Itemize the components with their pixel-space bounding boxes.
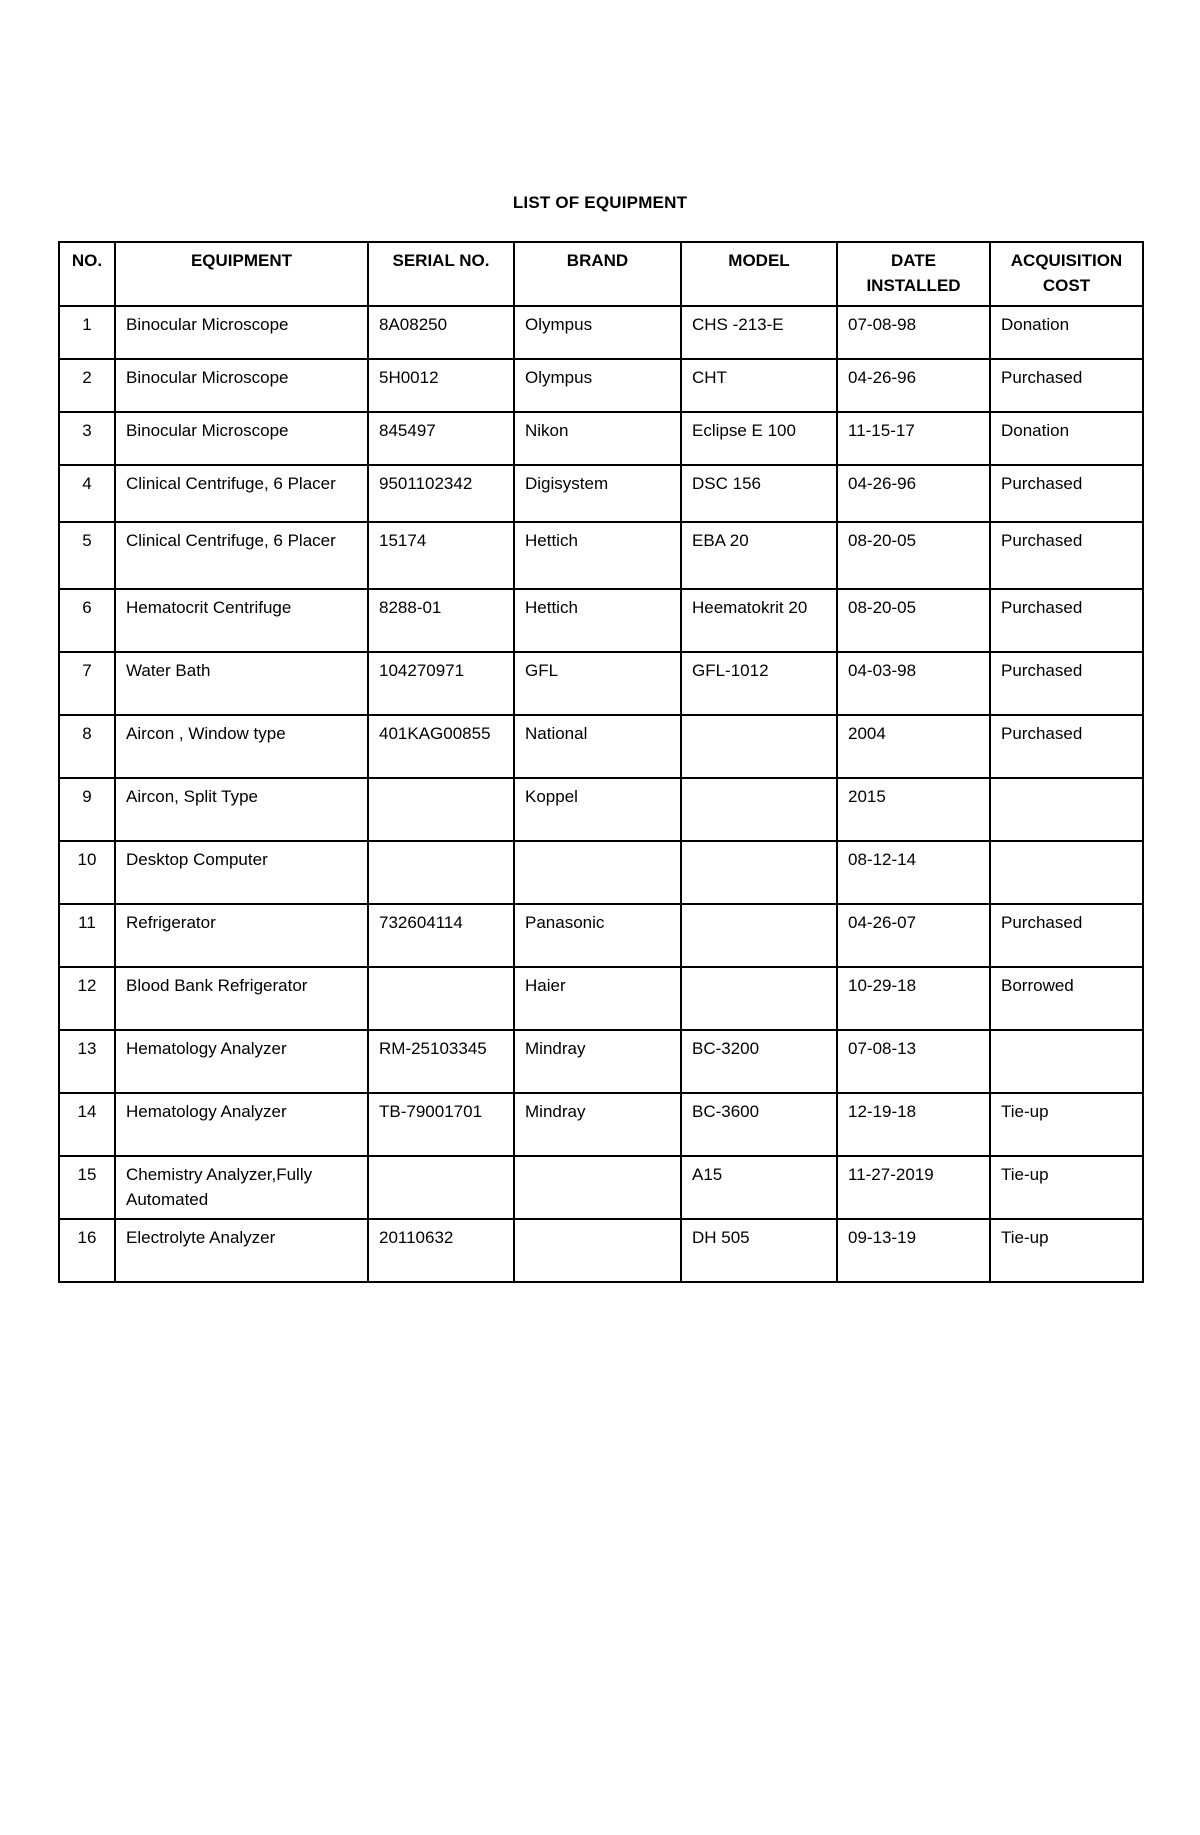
cell-serial-no: 732604114 — [368, 904, 514, 967]
cell-no: 5 — [59, 522, 115, 589]
cell-model: CHT — [681, 359, 837, 412]
cell-serial-no: TB-79001701 — [368, 1093, 514, 1156]
cell-date-installed: 04-26-96 — [837, 359, 990, 412]
cell-date-installed: 04-26-96 — [837, 465, 990, 522]
cell-acquisition-cost: Purchased — [990, 359, 1143, 412]
header-no: NO. — [59, 242, 115, 306]
cell-acquisition-cost: Tie-up — [990, 1093, 1143, 1156]
cell-brand — [514, 1156, 681, 1219]
cell-equipment: Binocular Microscope — [115, 359, 368, 412]
cell-equipment: Clinical Centrifuge, 6 Placer — [115, 465, 368, 522]
cell-acquisition-cost: Tie-up — [990, 1156, 1143, 1219]
cell-serial-no: 845497 — [368, 412, 514, 465]
table-row — [59, 1219, 1143, 1282]
cell-serial-no — [368, 778, 514, 841]
cell-brand: Mindray — [514, 1093, 681, 1156]
cell-no: 14 — [59, 1093, 115, 1156]
cell-acquisition-cost — [990, 841, 1143, 904]
cell-no: 2 — [59, 359, 115, 412]
header-acquisition-cost: ACQUISITION COST — [990, 242, 1143, 306]
cell-serial-no: 8288-01 — [368, 589, 514, 652]
cell-date-installed: 04-03-98 — [837, 652, 990, 715]
cell-brand: Digisystem — [514, 465, 681, 522]
cell-acquisition-cost: Donation — [990, 412, 1143, 465]
cell-equipment: Aircon, Split Type — [115, 778, 368, 841]
cell-equipment: Hematocrit Centrifuge — [115, 589, 368, 652]
cell-acquisition-cost — [990, 1030, 1143, 1093]
cell-model: EBA 20 — [681, 522, 837, 589]
cell-model — [681, 841, 837, 904]
table-row — [59, 1093, 1143, 1156]
cell-equipment: Hematology Analyzer — [115, 1030, 368, 1093]
cell-no: 15 — [59, 1156, 115, 1219]
cell-serial-no: 15174 — [368, 522, 514, 589]
cell-no: 11 — [59, 904, 115, 967]
cell-equipment: Clinical Centrifuge, 6 Placer — [115, 522, 368, 589]
cell-model: Eclipse E 100 — [681, 412, 837, 465]
cell-model — [681, 904, 837, 967]
table-row — [59, 904, 1143, 967]
cell-equipment: Hematology Analyzer — [115, 1093, 368, 1156]
cell-date-installed: 04-26-07 — [837, 904, 990, 967]
cell-acquisition-cost: Borrowed — [990, 967, 1143, 1030]
table-row — [59, 715, 1143, 778]
cell-no: 9 — [59, 778, 115, 841]
cell-brand — [514, 841, 681, 904]
cell-no: 7 — [59, 652, 115, 715]
cell-serial-no — [368, 1156, 514, 1219]
cell-model — [681, 778, 837, 841]
cell-no: 6 — [59, 589, 115, 652]
cell-serial-no: RM-25103345 — [368, 1030, 514, 1093]
cell-brand: GFL — [514, 652, 681, 715]
cell-model: GFL-1012 — [681, 652, 837, 715]
cell-serial-no: 401KAG00855 — [368, 715, 514, 778]
cell-acquisition-cost: Purchased — [990, 715, 1143, 778]
header-serial-no: SERIAL NO. — [368, 242, 514, 306]
cell-no: 12 — [59, 967, 115, 1030]
page-title: LIST OF EQUIPMENT — [512, 193, 688, 212]
cell-brand: Mindray — [514, 1030, 681, 1093]
table-header-row — [59, 242, 1143, 306]
table-row — [59, 841, 1143, 904]
header-date-installed: DATE INSTALLED — [837, 242, 990, 306]
table-row — [59, 652, 1143, 715]
header-brand: BRAND — [514, 242, 681, 306]
cell-acquisition-cost: Purchased — [990, 465, 1143, 522]
cell-date-installed: 07-08-13 — [837, 1030, 990, 1093]
cell-brand: Nikon — [514, 412, 681, 465]
cell-brand: Hettich — [514, 522, 681, 589]
cell-date-installed: 10-29-18 — [837, 967, 990, 1030]
cell-model — [681, 967, 837, 1030]
table-row — [59, 522, 1143, 589]
table-row — [59, 967, 1143, 1030]
cell-model: Heematokrit 20 — [681, 589, 837, 652]
cell-serial-no: 20110632 — [368, 1219, 514, 1282]
cell-equipment: Desktop Computer — [115, 841, 368, 904]
cell-date-installed: 08-20-05 — [837, 522, 990, 589]
cell-equipment: Binocular Microscope — [115, 306, 368, 359]
cell-brand — [514, 1219, 681, 1282]
cell-date-installed: 08-20-05 — [837, 589, 990, 652]
cell-no: 1 — [59, 306, 115, 359]
cell-no: 10 — [59, 841, 115, 904]
table-row — [59, 465, 1143, 522]
cell-model: DH 505 — [681, 1219, 837, 1282]
cell-serial-no: 8A08250 — [368, 306, 514, 359]
cell-serial-no: 104270971 — [368, 652, 514, 715]
cell-date-installed: 12-19-18 — [837, 1093, 990, 1156]
table-row — [59, 1030, 1143, 1093]
cell-date-installed: 2004 — [837, 715, 990, 778]
cell-model — [681, 715, 837, 778]
table-row — [59, 778, 1143, 841]
cell-date-installed: 07-08-98 — [837, 306, 990, 359]
table-row — [59, 306, 1143, 359]
cell-date-installed: 11-27-2019 — [837, 1156, 990, 1219]
cell-acquisition-cost: Purchased — [990, 522, 1143, 589]
cell-model: BC-3600 — [681, 1093, 837, 1156]
cell-no: 13 — [59, 1030, 115, 1093]
cell-equipment: Blood Bank Refrigerator — [115, 967, 368, 1030]
cell-brand: Koppel — [514, 778, 681, 841]
cell-no: 16 — [59, 1219, 115, 1282]
cell-equipment: Chemistry Analyzer,Fully Automated — [115, 1156, 368, 1219]
cell-serial-no — [368, 967, 514, 1030]
cell-brand: Olympus — [514, 359, 681, 412]
cell-model: CHS -213-E — [681, 306, 837, 359]
equipment-table — [58, 241, 1144, 1283]
cell-equipment: Refrigerator — [115, 904, 368, 967]
cell-acquisition-cost: Purchased — [990, 652, 1143, 715]
cell-equipment: Aircon , Window type — [115, 715, 368, 778]
cell-acquisition-cost: Tie-up — [990, 1219, 1143, 1282]
cell-date-installed: 08-12-14 — [837, 841, 990, 904]
cell-serial-no — [368, 841, 514, 904]
cell-brand: Haier — [514, 967, 681, 1030]
cell-date-installed: 09-13-19 — [837, 1219, 990, 1282]
cell-model: A15 — [681, 1156, 837, 1219]
cell-acquisition-cost: Donation — [990, 306, 1143, 359]
cell-acquisition-cost — [990, 778, 1143, 841]
header-equipment: EQUIPMENT — [115, 242, 368, 306]
cell-brand: National — [514, 715, 681, 778]
cell-no: 3 — [59, 412, 115, 465]
cell-no: 4 — [59, 465, 115, 522]
cell-date-installed: 11-15-17 — [837, 412, 990, 465]
table-row — [59, 359, 1143, 412]
cell-model: BC-3200 — [681, 1030, 837, 1093]
cell-brand: Panasonic — [514, 904, 681, 967]
cell-equipment: Water Bath — [115, 652, 368, 715]
cell-acquisition-cost: Purchased — [990, 589, 1143, 652]
cell-no: 8 — [59, 715, 115, 778]
cell-serial-no: 5H0012 — [368, 359, 514, 412]
cell-equipment: Binocular Microscope — [115, 412, 368, 465]
cell-date-installed: 2015 — [837, 778, 990, 841]
table-row — [59, 412, 1143, 465]
table-row — [59, 589, 1143, 652]
table-row — [59, 1156, 1143, 1219]
cell-acquisition-cost: Purchased — [990, 904, 1143, 967]
header-model: MODEL — [681, 242, 837, 306]
cell-brand: Hettich — [514, 589, 681, 652]
cell-equipment: Electrolyte Analyzer — [115, 1219, 368, 1282]
cell-serial-no: 9501102342 — [368, 465, 514, 522]
cell-model: DSC 156 — [681, 465, 837, 522]
cell-brand: Olympus — [514, 306, 681, 359]
